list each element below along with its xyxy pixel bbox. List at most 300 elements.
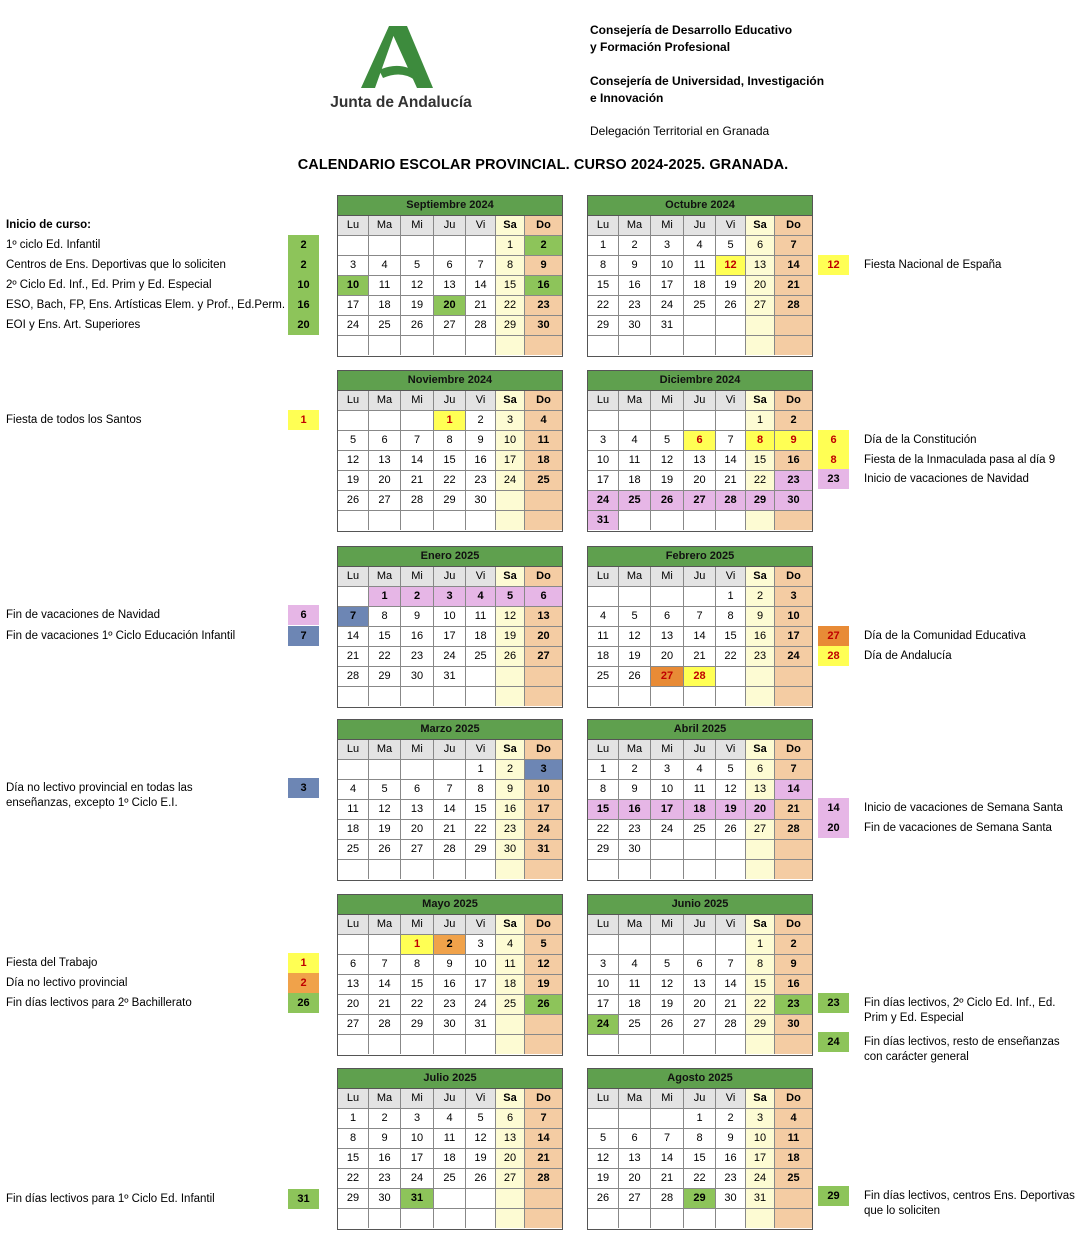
day-cell: 10 <box>775 607 812 626</box>
day-cell: 28 <box>775 296 812 315</box>
page-title: CALENDARIO ESCOLAR PROVINCIAL. CURSO 2024-2025. GRANADA. <box>297 157 789 173</box>
day-cell: 30 <box>619 316 651 335</box>
weekday-row <box>338 567 562 587</box>
month-title: Enero 2025 <box>338 547 562 567</box>
week-row <box>588 1109 812 1129</box>
day-cell: 19 <box>525 975 562 994</box>
day-cell: 2 <box>434 935 466 954</box>
legend-text: Fin de vacaciones de Semana Santa <box>864 822 1052 834</box>
month-table <box>587 370 813 532</box>
weekday-header: Do <box>775 391 812 410</box>
empty-cell <box>746 316 775 335</box>
empty-cell <box>525 1209 562 1228</box>
day-cell: 21 <box>775 800 812 819</box>
empty-cell <box>496 860 525 879</box>
day-cell: 27 <box>496 1169 525 1188</box>
day-cell: 13 <box>401 800 434 819</box>
day-cell: 3 <box>338 256 369 275</box>
day-cell: 24 <box>588 491 619 510</box>
day-cell: 18 <box>619 995 651 1014</box>
empty-cell <box>496 511 525 530</box>
week-row <box>588 256 812 276</box>
legend-text: Centros de Ens. Deportivas que lo soliciten <box>6 259 226 271</box>
day-cell: 25 <box>684 296 716 315</box>
weekday-header: Ma <box>369 216 401 235</box>
legend-text: Fiesta Nacional de España <box>864 259 1002 271</box>
weekday-header: Sa <box>496 567 525 586</box>
day-cell: 20 <box>525 627 562 646</box>
day-cell: 2 <box>775 935 812 954</box>
day-cell: 30 <box>775 491 812 510</box>
weekday-header: Ma <box>369 915 401 934</box>
day-cell: 3 <box>496 411 525 430</box>
legend-text: Fin de vacaciones de Navidad <box>6 609 161 621</box>
day-cell: 12 <box>588 1149 619 1168</box>
org-line-2: y Formación Profesional <box>590 40 731 54</box>
day-cell: 16 <box>466 451 496 470</box>
day-cell: 13 <box>496 1129 525 1148</box>
empty-cell <box>338 1035 369 1054</box>
day-cell: 12 <box>496 607 525 626</box>
day-cell: 4 <box>434 1109 466 1128</box>
empty-cell <box>588 336 619 355</box>
day-cell: 8 <box>716 607 746 626</box>
empty-cell <box>525 491 562 510</box>
empty-cell <box>684 687 716 706</box>
empty-cell <box>588 1109 619 1128</box>
empty-cell <box>684 336 716 355</box>
weekday-header: Ma <box>619 567 651 586</box>
org-line-4: e Innovación <box>590 91 664 105</box>
empty-cell <box>746 1209 775 1228</box>
day-cell: 6 <box>434 256 466 275</box>
day-cell: 5 <box>619 607 651 626</box>
empty-cell <box>338 760 369 779</box>
day-cell: 22 <box>588 820 619 839</box>
weekday-header: Ma <box>369 1089 401 1108</box>
day-cell: 14 <box>338 627 369 646</box>
weekday-header: Ma <box>619 1089 651 1108</box>
day-cell: 1 <box>716 587 746 606</box>
legend-swatch: 14 <box>818 798 849 818</box>
legend-swatch: 3 <box>288 778 319 798</box>
week-row <box>338 1109 562 1129</box>
day-cell: 19 <box>651 471 684 490</box>
day-cell: 1 <box>684 1109 716 1128</box>
day-cell: 9 <box>434 955 466 974</box>
day-cell: 5 <box>651 955 684 974</box>
week-row <box>588 1169 812 1189</box>
weekday-header: Mi <box>651 567 684 586</box>
empty-cell <box>746 687 775 706</box>
day-cell: 14 <box>775 256 812 275</box>
day-cell: 3 <box>651 760 684 779</box>
org-line-3: Consejería de Universidad, Investigación <box>590 74 825 88</box>
empty-cell <box>466 336 496 355</box>
weekday-header: Lu <box>338 915 369 934</box>
day-cell: 14 <box>651 1149 684 1168</box>
empty-cell <box>496 336 525 355</box>
empty-cell <box>684 411 716 430</box>
empty-cell <box>588 1209 619 1228</box>
weekday-row <box>338 216 562 236</box>
legend-text: Inicio de vacaciones de Navidad <box>864 473 1029 485</box>
day-cell: 25 <box>619 1015 651 1034</box>
day-cell: 8 <box>369 607 401 626</box>
weekday-header: Ma <box>619 915 651 934</box>
day-cell: 4 <box>496 935 525 954</box>
month-table <box>587 195 813 357</box>
day-cell: 17 <box>466 975 496 994</box>
empty-cell <box>684 840 716 859</box>
empty-cell <box>651 411 684 430</box>
day-cell: 5 <box>716 236 746 255</box>
weekday-header: Mi <box>651 1089 684 1108</box>
week-row <box>338 955 562 975</box>
day-cell: 9 <box>496 780 525 799</box>
week-row <box>338 687 562 707</box>
day-cell: 21 <box>525 1149 562 1168</box>
day-cell: 26 <box>651 491 684 510</box>
day-cell: 25 <box>775 1169 812 1188</box>
day-cell: 9 <box>401 607 434 626</box>
week-row <box>338 336 562 356</box>
day-cell: 7 <box>369 955 401 974</box>
empty-cell <box>338 587 369 606</box>
andalucia-logo-icon <box>361 24 441 92</box>
empty-cell <box>619 935 651 954</box>
empty-cell <box>434 1189 466 1208</box>
legend-swatch: 1 <box>288 410 319 430</box>
day-cell: 13 <box>651 627 684 646</box>
day-cell: 30 <box>401 667 434 686</box>
day-cell: 30 <box>525 316 562 335</box>
day-cell: 13 <box>525 607 562 626</box>
week-row <box>338 236 562 256</box>
day-cell: 21 <box>338 647 369 666</box>
weekday-header: Ju <box>684 1089 716 1108</box>
week-row <box>588 1149 812 1169</box>
day-cell: 29 <box>588 840 619 859</box>
weekday-header: Do <box>525 740 562 759</box>
day-cell: 16 <box>746 627 775 646</box>
day-cell: 11 <box>588 627 619 646</box>
empty-cell <box>496 667 525 686</box>
empty-cell <box>775 860 812 879</box>
empty-cell <box>466 1035 496 1054</box>
day-cell: 6 <box>338 955 369 974</box>
day-cell: 28 <box>684 667 716 686</box>
day-cell: 7 <box>525 1109 562 1128</box>
weekday-header: Ma <box>369 567 401 586</box>
day-cell: 24 <box>651 296 684 315</box>
day-cell: 21 <box>466 296 496 315</box>
weekday-header: Vi <box>466 1089 496 1108</box>
week-row <box>588 276 812 296</box>
day-cell: 27 <box>746 296 775 315</box>
day-cell: 5 <box>588 1129 619 1148</box>
day-cell: 16 <box>369 1149 401 1168</box>
day-cell: 31 <box>401 1189 434 1208</box>
day-cell: 11 <box>338 800 369 819</box>
day-cell: 9 <box>746 607 775 626</box>
org-line-1: Consejería de Desarrollo Educativo <box>590 23 793 37</box>
logo-text: Junta de Andalucía <box>330 94 472 111</box>
empty-cell <box>775 1035 812 1054</box>
day-cell: 20 <box>619 1169 651 1188</box>
weekday-header: Sa <box>746 567 775 586</box>
weekday-header: Sa <box>746 915 775 934</box>
empty-cell <box>619 587 651 606</box>
day-cell: 25 <box>588 667 619 686</box>
empty-cell <box>496 1035 525 1054</box>
weekday-row <box>338 740 562 760</box>
day-cell: 29 <box>746 491 775 510</box>
day-cell: 25 <box>338 840 369 859</box>
weekday-header: Mi <box>401 216 434 235</box>
week-row <box>338 935 562 955</box>
day-cell: 29 <box>466 840 496 859</box>
weekday-header: Do <box>525 216 562 235</box>
day-cell: 25 <box>619 491 651 510</box>
weekday-header: Do <box>775 1089 812 1108</box>
weekday-row <box>588 740 812 760</box>
empty-cell <box>746 840 775 859</box>
month-table <box>337 370 563 532</box>
weekday-header: Vi <box>466 567 496 586</box>
empty-cell <box>369 860 401 879</box>
legend-text: EOI y Ens. Art. Superiores <box>6 319 141 331</box>
empty-cell <box>746 1035 775 1054</box>
empty-cell <box>775 316 812 335</box>
weekday-header: Lu <box>588 915 619 934</box>
empty-cell <box>651 1209 684 1228</box>
empty-cell <box>434 236 466 255</box>
day-cell: 4 <box>684 760 716 779</box>
day-cell: 19 <box>651 995 684 1014</box>
day-cell: 17 <box>588 995 619 1014</box>
day-cell: 24 <box>651 820 684 839</box>
day-cell: 18 <box>684 800 716 819</box>
empty-cell <box>401 687 434 706</box>
legend-text: Fin días lectivos para 2º Bachillerato <box>6 997 192 1009</box>
day-cell: 25 <box>434 1169 466 1188</box>
weekday-header: Lu <box>588 1089 619 1108</box>
weekday-row <box>338 1089 562 1109</box>
day-cell: 15 <box>684 1149 716 1168</box>
day-cell: 8 <box>466 780 496 799</box>
day-cell: 20 <box>746 276 775 295</box>
day-cell: 5 <box>338 431 369 450</box>
day-cell: 23 <box>716 1169 746 1188</box>
day-cell: 29 <box>338 1189 369 1208</box>
legend-text: Fin de vacaciones 1º Ciclo Educación Infantil <box>6 630 236 642</box>
day-cell: 5 <box>716 760 746 779</box>
day-cell: 7 <box>401 431 434 450</box>
weekday-header: Ju <box>684 915 716 934</box>
day-cell: 5 <box>466 1109 496 1128</box>
day-cell: 24 <box>338 316 369 335</box>
empty-cell <box>369 236 401 255</box>
day-cell: 5 <box>525 935 562 954</box>
empty-cell <box>651 860 684 879</box>
empty-cell <box>466 236 496 255</box>
week-row <box>338 256 562 276</box>
day-cell: 17 <box>525 800 562 819</box>
week-row <box>338 296 562 316</box>
day-cell: 15 <box>716 627 746 646</box>
day-cell: 15 <box>746 451 775 470</box>
legend-swatch: 6 <box>818 430 849 450</box>
day-cell: 26 <box>525 995 562 1014</box>
weekday-header: Mi <box>401 567 434 586</box>
day-cell: 1 <box>496 236 525 255</box>
day-cell: 18 <box>684 276 716 295</box>
week-row <box>588 955 812 975</box>
day-cell: 29 <box>434 491 466 510</box>
weekday-header: Sa <box>746 391 775 410</box>
empty-cell <box>369 687 401 706</box>
day-cell: 4 <box>466 587 496 606</box>
empty-cell <box>434 336 466 355</box>
day-cell: 4 <box>619 431 651 450</box>
day-cell: 22 <box>401 995 434 1014</box>
weekday-row <box>588 391 812 411</box>
weekday-header: Lu <box>588 567 619 586</box>
day-cell: 16 <box>775 975 812 994</box>
day-cell: 19 <box>338 471 369 490</box>
day-cell: 26 <box>619 667 651 686</box>
week-row <box>588 760 812 780</box>
day-cell: 10 <box>338 276 369 295</box>
day-cell: 19 <box>369 820 401 839</box>
day-cell: 22 <box>369 647 401 666</box>
legend-swatch: 8 <box>818 450 849 470</box>
day-cell: 24 <box>746 1169 775 1188</box>
day-cell: 26 <box>716 296 746 315</box>
day-cell: 26 <box>401 316 434 335</box>
day-cell: 7 <box>466 256 496 275</box>
day-cell: 29 <box>684 1189 716 1208</box>
empty-cell <box>775 687 812 706</box>
day-cell: 22 <box>466 820 496 839</box>
legend-left-heading: Inicio de curso: <box>6 219 91 231</box>
day-cell: 26 <box>466 1169 496 1188</box>
day-cell: 28 <box>716 491 746 510</box>
day-cell: 27 <box>684 491 716 510</box>
day-cell: 4 <box>588 607 619 626</box>
empty-cell <box>525 1189 562 1208</box>
day-cell: 13 <box>746 256 775 275</box>
empty-cell <box>684 1035 716 1054</box>
week-row <box>338 511 562 531</box>
week-row <box>588 411 812 431</box>
day-cell: 19 <box>716 276 746 295</box>
day-cell: 27 <box>338 1015 369 1034</box>
weekday-header: Sa <box>746 740 775 759</box>
day-cell: 22 <box>716 647 746 666</box>
day-cell: 3 <box>434 587 466 606</box>
month-title: Agosto 2025 <box>588 1069 812 1089</box>
month-table <box>587 1068 813 1230</box>
empty-cell <box>684 511 716 530</box>
day-cell: 23 <box>434 995 466 1014</box>
weekday-header: Lu <box>588 391 619 410</box>
empty-cell <box>619 1209 651 1228</box>
day-cell: 9 <box>525 256 562 275</box>
week-row <box>338 471 562 491</box>
week-row <box>338 1169 562 1189</box>
weekday-header: Lu <box>588 740 619 759</box>
weekday-header: Sa <box>496 915 525 934</box>
day-cell: 18 <box>434 1149 466 1168</box>
day-cell: 31 <box>434 667 466 686</box>
day-cell: 6 <box>401 780 434 799</box>
day-cell: 20 <box>369 471 401 490</box>
empty-cell <box>369 1035 401 1054</box>
day-cell: 22 <box>434 471 466 490</box>
day-cell: 9 <box>716 1129 746 1148</box>
day-cell: 1 <box>434 411 466 430</box>
week-row <box>338 1015 562 1035</box>
day-cell: 28 <box>716 1015 746 1034</box>
weekday-header: Sa <box>496 216 525 235</box>
weekday-header: Do <box>775 915 812 934</box>
week-row <box>338 451 562 471</box>
week-row <box>588 800 812 820</box>
day-cell: 23 <box>466 471 496 490</box>
month-table <box>587 894 813 1056</box>
weekday-header: Lu <box>338 216 369 235</box>
legend-text: Día de la Comunidad Educativa <box>864 630 1026 642</box>
week-row <box>338 1209 562 1229</box>
day-cell: 20 <box>434 296 466 315</box>
weekday-header: Ju <box>434 567 466 586</box>
day-cell: 21 <box>716 995 746 1014</box>
empty-cell <box>434 860 466 879</box>
empty-cell <box>434 760 466 779</box>
empty-cell <box>775 1189 812 1208</box>
empty-cell <box>588 587 619 606</box>
week-row <box>588 431 812 451</box>
day-cell: 29 <box>401 1015 434 1034</box>
day-cell: 1 <box>338 1109 369 1128</box>
empty-cell <box>401 1035 434 1054</box>
day-cell: 23 <box>369 1169 401 1188</box>
day-cell: 20 <box>651 647 684 666</box>
legend-swatch: 10 <box>288 275 319 295</box>
day-cell: 2 <box>466 411 496 430</box>
day-cell: 31 <box>466 1015 496 1034</box>
weekday-header: Ju <box>684 740 716 759</box>
day-cell: 19 <box>588 1169 619 1188</box>
week-row <box>588 935 812 955</box>
week-row <box>588 336 812 356</box>
day-cell: 4 <box>338 780 369 799</box>
weekday-header: Do <box>525 391 562 410</box>
empty-cell <box>651 511 684 530</box>
empty-cell <box>525 1015 562 1034</box>
day-cell: 7 <box>434 780 466 799</box>
day-cell: 23 <box>619 820 651 839</box>
day-cell: 30 <box>466 491 496 510</box>
day-cell: 30 <box>619 840 651 859</box>
weekday-header: Do <box>525 1089 562 1108</box>
day-cell: 21 <box>775 276 812 295</box>
empty-cell <box>588 1035 619 1054</box>
day-cell: 4 <box>369 256 401 275</box>
weekday-header: Vi <box>716 216 746 235</box>
